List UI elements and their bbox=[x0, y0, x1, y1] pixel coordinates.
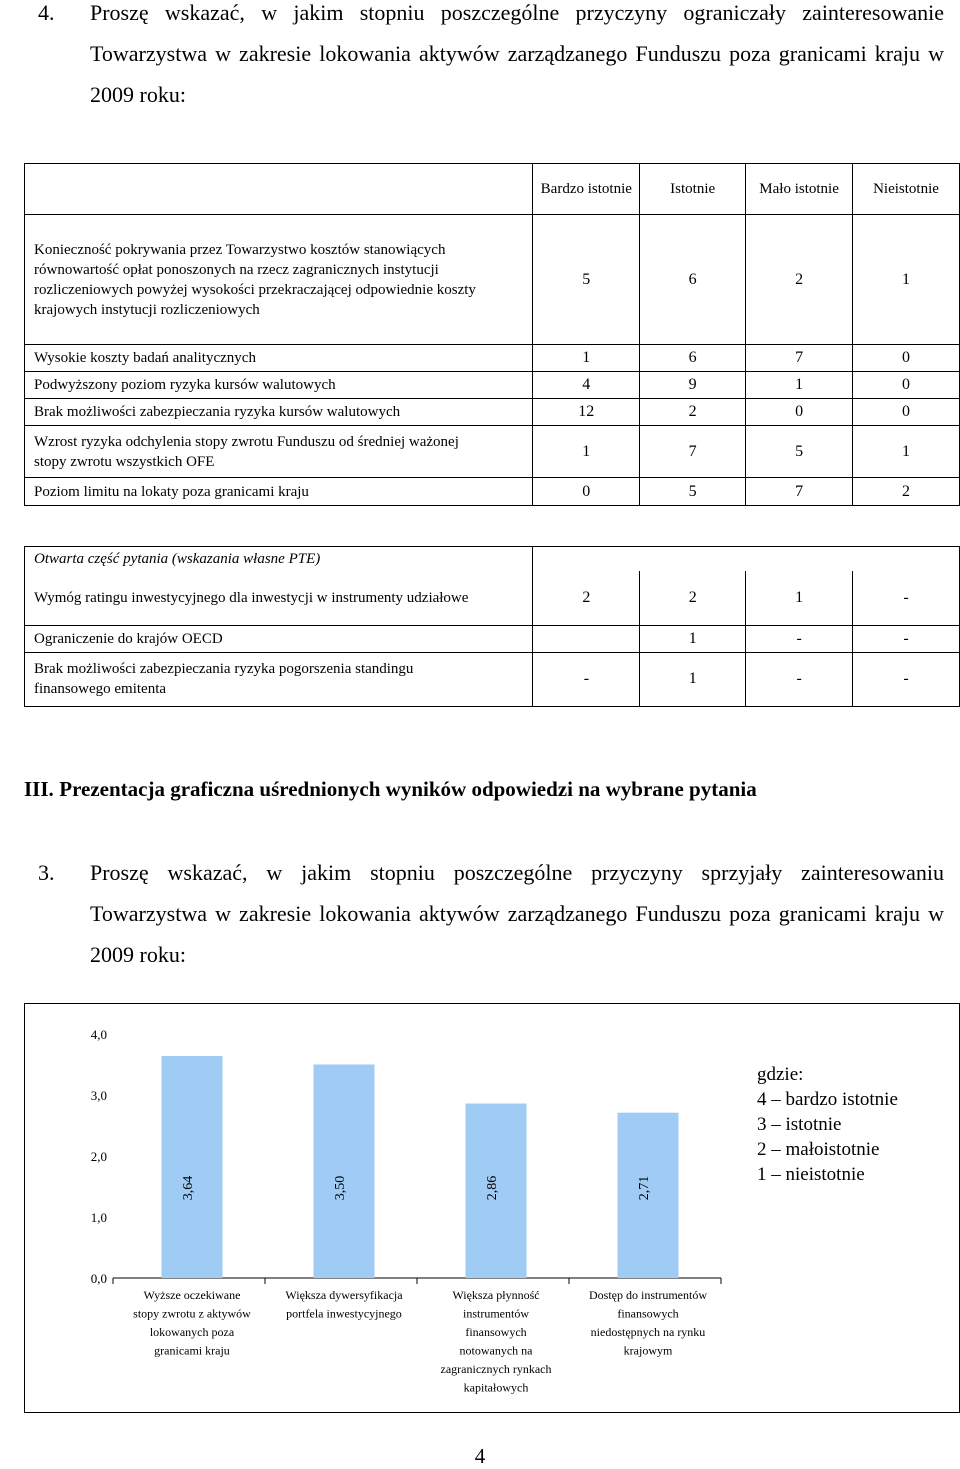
reasons-table bbox=[24, 163, 960, 506]
y-tick-label: 4,0 bbox=[90, 1027, 107, 1042]
bar-value-label: 2,71 bbox=[637, 1175, 652, 1201]
category-label: Dostęp do instrumentów bbox=[589, 1288, 707, 1302]
row-label: Wzrost ryzyka odchylenia stopy zwrotu Funduszu od średniej ważonej stopy zwrotu wszystkich OFE bbox=[25, 426, 533, 478]
category-label: zagranicznych rynkach bbox=[440, 1362, 552, 1376]
row-label: Podwyższony poziom ryzyka kursów walutowych bbox=[25, 372, 533, 399]
cell-value: 0 bbox=[746, 399, 853, 426]
legend-item: 1 – nieistotnie bbox=[757, 1164, 865, 1185]
row-label: Brak możliwości zabezpieczania ryzyka pogorszenia standingu finansowego emitenta bbox=[25, 652, 533, 706]
cell-value: - bbox=[853, 652, 960, 706]
section-number: III. bbox=[24, 777, 54, 801]
row-label: Poziom limitu na lokaty poza granicami kraju bbox=[25, 478, 533, 506]
bar-value-label: 3,64 bbox=[181, 1175, 196, 1201]
cell-value: - bbox=[853, 625, 960, 652]
question-text: Proszę wskazać, w jakim stopniu poszczególne przyczyny ograniczały zainteresowanie Towarzystwa w zakresie lokowania aktywów zarządzanego Funduszu poza granicami kraju w 2009 roku: bbox=[90, 0, 944, 107]
cell-value: 1 bbox=[533, 345, 640, 372]
cell-value: 1 bbox=[853, 215, 960, 345]
cell-value: 2 bbox=[746, 215, 853, 345]
category-label: Większa płynność bbox=[452, 1288, 540, 1302]
bar bbox=[314, 1065, 375, 1279]
table-row bbox=[25, 372, 960, 399]
question-number: 4. bbox=[38, 0, 55, 25]
table-row bbox=[25, 478, 960, 506]
cell-value: - bbox=[853, 571, 960, 625]
table-row bbox=[25, 399, 960, 426]
y-tick-label: 3,0 bbox=[90, 1088, 107, 1103]
chart-legend bbox=[757, 1062, 898, 1187]
open-question-table bbox=[24, 546, 960, 707]
question-number: 3. bbox=[38, 860, 55, 885]
cell-value: - bbox=[533, 652, 640, 706]
row-label: Wymóg ratingu inwestycyjnego dla inwestycji w instrumenty udziałowe bbox=[25, 571, 533, 625]
cell-value: 1 bbox=[640, 625, 746, 652]
category-label: lokowanych poza bbox=[149, 1325, 235, 1339]
category-label: niedostępnych na rynku bbox=[590, 1325, 706, 1339]
cell-value: 6 bbox=[640, 345, 746, 372]
category-label: kapitałowych bbox=[463, 1380, 529, 1395]
category-label: Wyższe oczekiwane bbox=[143, 1288, 241, 1302]
y-tick-label: 0,0 bbox=[90, 1271, 107, 1286]
category-label: finansowych bbox=[617, 1306, 679, 1321]
table-row bbox=[25, 345, 960, 372]
cell-value: 7 bbox=[746, 478, 853, 506]
category-label: portfela inwestycyjnego bbox=[286, 1306, 402, 1321]
caption-empty bbox=[533, 547, 960, 572]
question-text: Proszę wskazać, w jakim stopniu poszczególne przyczyny sprzyjały zainteresowaniu Towarzystwa w zakresie lokowania aktywów zarządzanego Funduszu poza granicami kraju w 2009 roku: bbox=[90, 860, 944, 967]
legend-item: 2 – małoistotnie bbox=[757, 1139, 880, 1160]
category-label: Większa dywersyfikacja bbox=[285, 1288, 403, 1302]
category-label: notowanych na bbox=[459, 1343, 533, 1358]
table-caption: Otwarta część pytania (wskazania własne PTE) bbox=[25, 547, 533, 572]
row-label: Konieczność pokrywania przez Towarzystwo kosztów stanowiących równowartość opłat ponoszonych na rzecz zagranicznych instytucji rozliczeniowych powyżej wysokości przekraczającej odpowiednie koszty krajowych instytucji rozliczeniowych bbox=[25, 215, 533, 345]
table-row bbox=[25, 652, 960, 706]
cell-value: 0 bbox=[853, 345, 960, 372]
cell-value: 0 bbox=[533, 478, 640, 506]
page-number: 4 bbox=[474, 1444, 486, 1468]
bar-value-label: 3,50 bbox=[333, 1175, 348, 1201]
question-3-heading bbox=[38, 852, 944, 975]
header-malo-istotnie: Mało istotnie bbox=[746, 164, 853, 215]
cell-value: 2 bbox=[533, 571, 640, 625]
table-row bbox=[25, 571, 960, 625]
cell-value: 1 bbox=[746, 571, 853, 625]
cell-value: 2 bbox=[853, 478, 960, 506]
legend-item: 4 – bardzo istotnie bbox=[757, 1089, 898, 1110]
bar-value-label: 2,86 bbox=[485, 1175, 500, 1201]
cell-value: 2 bbox=[640, 571, 746, 625]
cell-value: - bbox=[746, 625, 853, 652]
row-label: Ograniczenie do krajów OECD bbox=[25, 625, 533, 652]
cell-value: 0 bbox=[853, 399, 960, 426]
cell-value: 0 bbox=[853, 372, 960, 399]
cell-value: 12 bbox=[533, 399, 640, 426]
row-label: Wysokie koszty badań analitycznych bbox=[25, 345, 533, 372]
cell-value: 1 bbox=[533, 426, 640, 478]
cell-value bbox=[533, 625, 640, 652]
legend-item: 3 – istotnie bbox=[757, 1114, 842, 1135]
table-row bbox=[25, 215, 960, 345]
category-label: krajowym bbox=[623, 1343, 673, 1358]
category-label: stopy zwrotu z aktywów bbox=[133, 1306, 251, 1321]
cell-value: 5 bbox=[640, 478, 746, 506]
cell-value: 6 bbox=[640, 215, 746, 345]
cell-value: 1 bbox=[746, 372, 853, 399]
table-row bbox=[25, 426, 960, 478]
category-label: granicami kraju bbox=[154, 1343, 230, 1358]
cell-value: 2 bbox=[640, 399, 746, 426]
bar bbox=[162, 1056, 223, 1278]
table-header-row bbox=[25, 164, 960, 215]
section-title bbox=[24, 774, 757, 804]
category-label: finansowych bbox=[465, 1325, 527, 1339]
category-label: instrumentów bbox=[463, 1306, 529, 1321]
header-bardzo-istotnie: Bardzo istotnie bbox=[533, 164, 640, 215]
cell-value: 1 bbox=[853, 426, 960, 478]
table-caption-row bbox=[25, 547, 960, 572]
cell-value: 1 bbox=[640, 652, 746, 706]
header-istotnie: Istotnie bbox=[640, 164, 746, 215]
cell-value: 5 bbox=[746, 426, 853, 478]
header-nieistotnie: Nieistotnie bbox=[853, 164, 960, 215]
cell-value: - bbox=[746, 652, 853, 706]
cell-value: 7 bbox=[746, 345, 853, 372]
table-header-empty bbox=[25, 164, 533, 215]
cell-value: 9 bbox=[640, 372, 746, 399]
table-row bbox=[25, 625, 960, 652]
question-4-heading bbox=[38, 0, 944, 115]
cell-value: 4 bbox=[533, 372, 640, 399]
cell-value: 7 bbox=[640, 426, 746, 478]
y-tick-label: 1,0 bbox=[90, 1210, 107, 1225]
y-tick-label: 2,0 bbox=[90, 1149, 107, 1164]
cell-value: 5 bbox=[533, 215, 640, 345]
legend-title: gdzie: bbox=[757, 1064, 804, 1085]
section-heading: Prezentacja graficzna uśrednionych wyników odpowiedzi na wybrane pytania bbox=[59, 777, 757, 801]
row-label: Brak możliwości zabezpieczania ryzyka kursów walutowych bbox=[25, 399, 533, 426]
